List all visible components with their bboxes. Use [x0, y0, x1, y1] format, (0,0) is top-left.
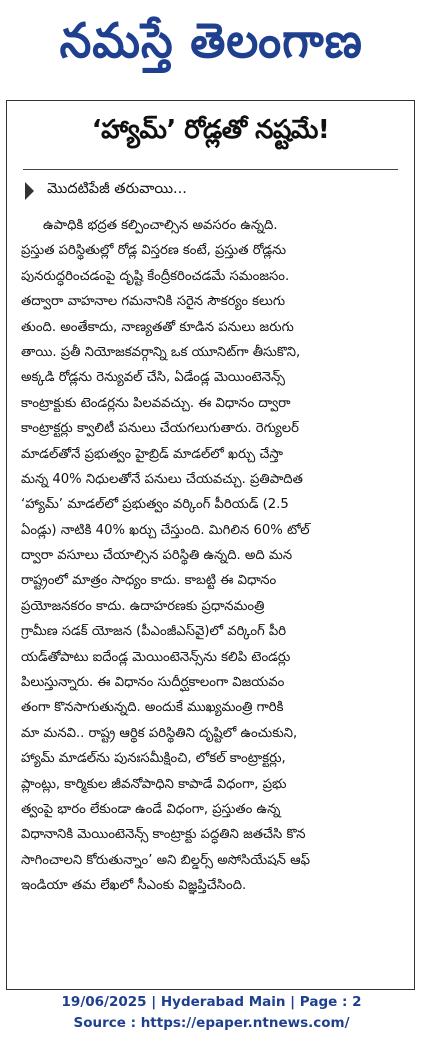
continuation-marker	[25, 181, 187, 201]
continuation-label: మొదటిపేజీ తరువాయి...	[47, 181, 187, 197]
footer-source: Source : https://epaper.ntnews.com/	[73, 1015, 350, 1031]
article-line: హ్యామ్ మాడల్‌ను పునఃసమీక్షించి, లోకల్ కాంట్రాక్టర్లు,	[21, 751, 286, 767]
article-line: మాడల్‌తోనే ప్రభుత్వం హైబ్రిడ్ మాడల్‌లో ఖర్చు చేస్తా	[21, 446, 283, 462]
article-line: ద్వారా వసూలు చేయాల్సిన పరిస్థితి ఉన్నది. అది మన	[21, 548, 293, 564]
article-line: తుంది. అంతేకాదు, నాణ్యతతో కూడిన పనులు జరుగు	[21, 319, 294, 335]
article-line: ప్రయోజనకరం కాదు. ఉదాహరణకు ప్రధానమంత్రి	[21, 598, 265, 614]
article-line: పునరుద్ధరించడంపై దృష్టి కేంద్రీకరించడమే సమంజసం.	[21, 268, 290, 284]
article-line: తంగా కొనసాగుతున్నది. అందుకే ముఖ్యమంత్రి గారికి	[21, 700, 284, 716]
page-footer	[0, 992, 423, 1034]
article-line: రాష్ట్రంలో మాత్రం సాధ్యం కాదు. కాబట్టి ఈ విధానం	[21, 573, 277, 589]
newspaper-logo: నమస్తే తెలంగాణ	[59, 13, 364, 69]
footer-date-edition: 19/06/2025 | Hyderabad Main | Page : 2	[61, 994, 362, 1010]
article-line: గ్రామీణ సడక్ యోజన (పీఎంజీఎస్‌వై)లో వర్కింగ్ పీరి	[21, 624, 287, 640]
triangle-right-icon	[25, 182, 37, 200]
article-line: ప్లాంట్లు, కార్మికుల జీవనోపాధిని కాపాడే విధంగా, ప్రభు	[21, 776, 287, 792]
article-line: తద్వారా వాహనాల గమనానికి సరైన సౌకర్యం కలుగు	[21, 294, 286, 310]
article-headline: ‘హ్యామ్’ రోడ్లతో నష్టమే!	[91, 115, 330, 145]
masthead	[0, 0, 423, 82]
article-line: మన్న 40% నిధులతోనే పనులు చేయవచ్చు. ప్రతిపాదిత	[21, 471, 303, 487]
article-line: ఏండ్లు) నాటికి 40% ఖర్చు చేస్తుంది. మిగిలిన 60% టోల్	[21, 522, 310, 538]
article-line: త్వంపై భారం లేకుండా ఉండే విధంగా, ప్రస్తుతం ఉన్న	[21, 801, 281, 817]
article-line: తాయి. ప్రతీ నియోజకవర్గాన్ని ఒక యూనిట్‌గా తీసుకొని,	[21, 344, 301, 360]
article-line: కాంట్రాక్టుకు టెండర్లను పిలవవచ్చు. ఈ విధానం ద్వారా	[21, 395, 291, 411]
article-line: యడ్‌తోపాటు ఐదేండ్ల మెయింటెనెన్స్‌ను కలిపి టెండర్లు	[21, 649, 291, 665]
article-clipping	[6, 100, 415, 990]
article-line: సాగించాలని కోరుతున్నాం’ అని బిల్డర్స్ అసోసియేషన్ ఆఫ్	[21, 852, 311, 868]
article-body	[21, 213, 402, 899]
article-line: మా మనవి.. రాష్ట్ర ఆర్థిక పరిస్థితిని దృష్టిలో ఉంచుకుని,	[21, 725, 298, 741]
article-line: ‘హ్యామ్’ మాడల్‌లో ప్రభుత్వం వర్కింగ్ పీరియడ్ (2.5	[21, 497, 289, 513]
article-line: పిలుస్తున్నారు. ఈ విధానం సుదీర్ఘకాలంగా విజయవం	[21, 675, 285, 691]
article-line: కాంట్రాక్టర్లు క్వాలిటీ పనులు చేయగలుగుతారు. రెగ్యులర్	[21, 421, 299, 437]
article-line: అక్కడి రోడ్లను రెన్యువల్ చేసి, ఏడేండ్ల మెయింటెనెన్స్	[21, 370, 285, 386]
article-line: ప్రస్తుత పరిస్థితుల్లో రోడ్ల విస్తరణ కంటే, ప్రస్తుత రోడ్లను	[21, 243, 287, 259]
headline-divider	[23, 169, 398, 170]
article-line: విధానానికి మెయింటెనెన్స్ కాంట్రాక్టు పద్ధతిని జతచేసి కొన	[21, 827, 306, 843]
article-line: ఉపాధికి భద్రత కల్పించాల్సిన అవసరం ఉన్నది.	[43, 218, 278, 233]
article-line: ఇండియా తమ లేఖలో సీఎంకు విజ్ఞప్తిచేసింది.	[21, 878, 247, 894]
